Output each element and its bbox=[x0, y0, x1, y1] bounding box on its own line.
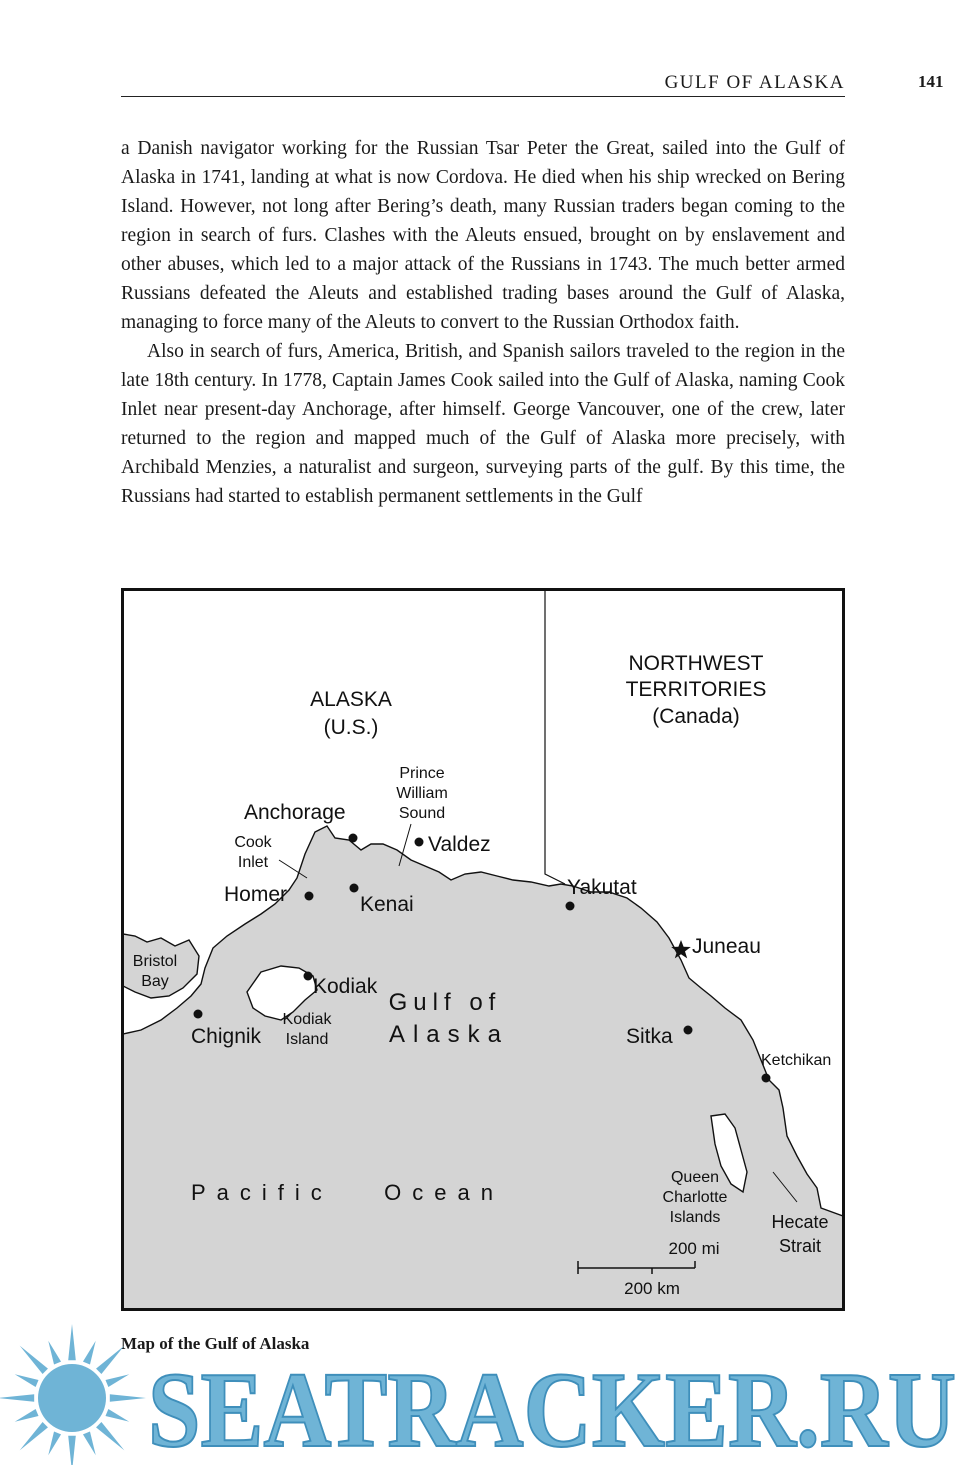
label-islands: Islands bbox=[669, 1209, 721, 1226]
valdez-dot-icon bbox=[415, 838, 424, 847]
gulf-of-alaska-map bbox=[121, 588, 845, 1311]
label-homer: Homer bbox=[224, 883, 288, 906]
sun-ray bbox=[105, 1409, 129, 1422]
sun-ray bbox=[15, 1374, 39, 1387]
sun-ray bbox=[15, 1409, 39, 1422]
label-kodiak: Kodiak bbox=[313, 975, 378, 998]
page-number: 141 bbox=[918, 72, 944, 91]
sun-ray bbox=[83, 1341, 96, 1365]
map-caption: Map of the Gulf of Alaska bbox=[121, 1334, 310, 1353]
paragraph-1: a Danish navigator working for the Russian Tsar Peter the Great, sailed into the Gulf of Alaska in 1741, landing at what is now Cordova. He died when his ship wrecked on Bering Island. However, not long after Bering’s death, many Russian traders began coming to the region in search of furs. Clashes with the Aleuts ensued, brought on by enslavement and other abuses, which led to a major attack of the Russians in 1743. The much better armed Russians defeated the Aleuts and established trading bases around the Gulf of Alaska, managing to force many of the Aleuts to convert to the Russian Orthodox faith. bbox=[121, 138, 845, 333]
label-kenai: Kenai bbox=[360, 893, 414, 916]
ketchikan-dot-icon bbox=[762, 1074, 771, 1083]
label-strait: Strait bbox=[778, 1236, 822, 1256]
kenai-dot-icon bbox=[350, 884, 359, 893]
sun-icon bbox=[0, 1324, 146, 1465]
kodiak-dot-icon bbox=[304, 972, 313, 981]
scale-miles-label: 200 mi bbox=[668, 1239, 720, 1258]
sun-ray bbox=[48, 1431, 61, 1455]
watermark bbox=[0, 1318, 969, 1465]
sun-ray bbox=[0, 1394, 34, 1402]
sun-ray bbox=[48, 1341, 61, 1365]
label-anchorage: Anchorage bbox=[244, 801, 346, 824]
label-sound: Sound bbox=[398, 805, 446, 822]
label-alaska: ALASKA bbox=[310, 688, 392, 711]
label-sitka: Sitka bbox=[626, 1025, 673, 1048]
label-prince: Prince bbox=[399, 765, 445, 782]
label-queen: Queen bbox=[670, 1169, 720, 1186]
label-william: William bbox=[396, 785, 448, 802]
homer-dot-icon bbox=[305, 892, 314, 901]
label-bay: Bay bbox=[141, 973, 169, 990]
sun-ray bbox=[20, 1422, 48, 1450]
running-head bbox=[121, 72, 845, 97]
label-kodiak-island-1: Kodiak bbox=[282, 1011, 332, 1028]
label-northwest: NORTHWEST bbox=[628, 652, 764, 675]
chignik-dot-icon bbox=[194, 1010, 203, 1019]
sun-ray bbox=[83, 1431, 96, 1455]
sun-ray bbox=[96, 1422, 124, 1450]
label-territories: TERRITORIES bbox=[625, 678, 767, 701]
paragraph-2: Also in search of furs, America, British, and Spanish sailors traveled to the region in the late 18th century. In 1778, Captain James Cook sailed into the Gulf of Alaska, naming Cook Inlet near present-day Anchorage, after himself. George Vancouver, one of the crew, later returned to the region and mapped much of the Gulf of Alaska more precisely, with Archibald Menzies, a naturalist and surgeon, surveying parts of the gulf. By this time, the Russians had started to establish permanent settlements in the Gulf bbox=[121, 341, 845, 507]
sun-ray bbox=[105, 1374, 129, 1387]
yakutat-dot-icon bbox=[566, 902, 575, 911]
label-gulf-of: Gulf of bbox=[388, 989, 502, 1016]
sun-ray bbox=[68, 1324, 76, 1360]
sun-ray bbox=[20, 1346, 48, 1374]
label-hecate: Hecate bbox=[771, 1212, 829, 1232]
label-inlet: Inlet bbox=[237, 854, 269, 871]
label-cook: Cook bbox=[234, 834, 272, 851]
sitka-dot-icon bbox=[684, 1026, 693, 1035]
running-title: GULF OF ALASKA bbox=[664, 72, 845, 93]
label-chignik: Chignik bbox=[191, 1025, 262, 1048]
label-bristol: Bristol bbox=[132, 953, 178, 970]
anchorage-dot-icon bbox=[349, 834, 358, 843]
watermark-text: SEATRACKER.RU bbox=[148, 1351, 956, 1465]
watermark-svg bbox=[0, 1318, 969, 1465]
label-us: (U.S.) bbox=[323, 716, 379, 739]
label-charlotte: Charlotte bbox=[662, 1189, 728, 1206]
scale-km-label: 200 km bbox=[624, 1279, 680, 1298]
body-text bbox=[121, 134, 845, 511]
map-svg bbox=[121, 588, 845, 1311]
label-gulf-alaska: Alaska bbox=[388, 1021, 510, 1048]
sun-ray bbox=[110, 1394, 146, 1402]
label-canada: (Canada) bbox=[652, 705, 740, 728]
label-ketchikan: Ketchikan bbox=[761, 1052, 832, 1069]
label-juneau: Juneau bbox=[692, 935, 761, 958]
label-yakutat: Yakutat bbox=[567, 876, 637, 899]
label-valdez: Valdez bbox=[428, 833, 491, 856]
sun-ray bbox=[68, 1436, 76, 1465]
label-pacific-ocean: Pacific Ocean bbox=[191, 1180, 504, 1205]
label-kodiak-island-2: Island bbox=[285, 1031, 329, 1048]
sun-ray bbox=[96, 1346, 124, 1374]
